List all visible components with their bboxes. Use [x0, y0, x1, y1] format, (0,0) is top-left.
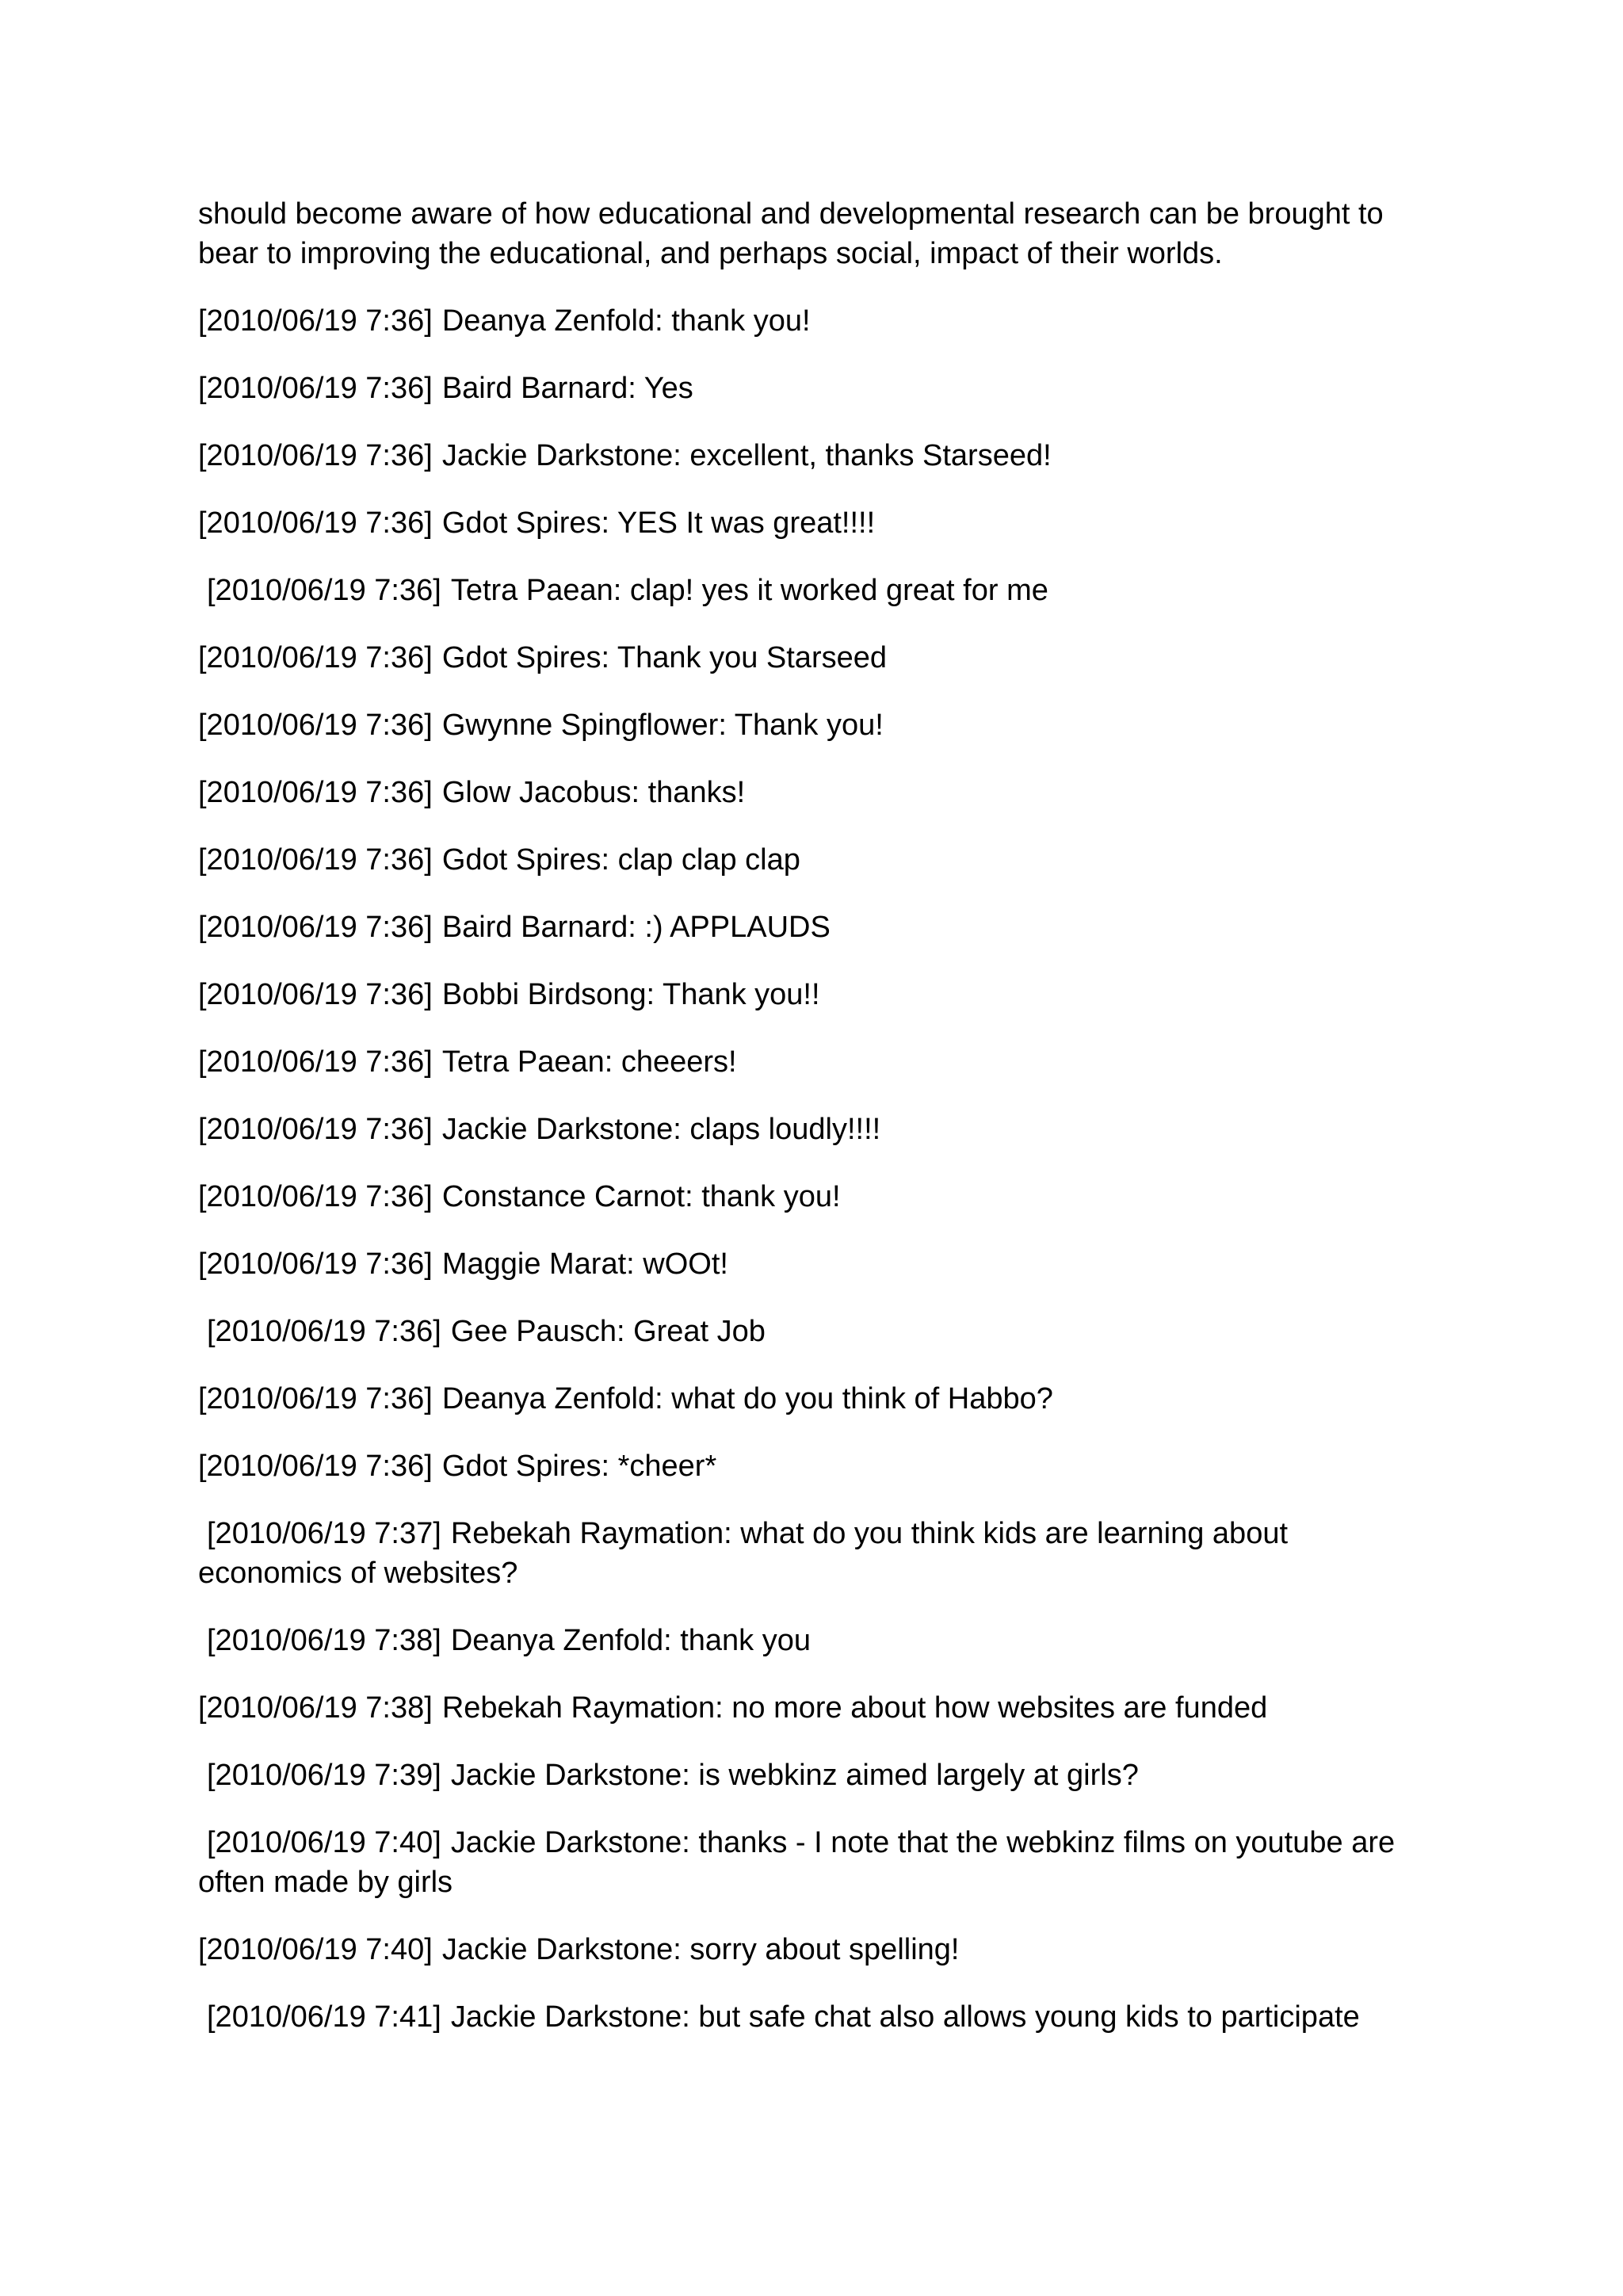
chat-log-entry — [198, 1042, 1434, 1082]
chat-log-entry — [198, 369, 1434, 408]
entry-message: Gwynne Spingflower: Thank you! — [441, 709, 884, 742]
entry-timestamp: [2010/06/19 7:36] — [198, 1113, 433, 1146]
entry-timestamp: [2010/06/19 7:36] — [198, 439, 433, 472]
entry-timestamp: [2010/06/19 7:36] — [198, 506, 433, 540]
intro-paragraph — [198, 194, 1434, 273]
entry-timestamp: [2010/06/19 7:39] — [207, 1759, 441, 1792]
entry-timestamp: [2010/06/19 7:36] — [198, 978, 433, 1011]
entry-message: Tetra Paean: cheeers! — [441, 1045, 737, 1079]
entry-message: Rebekah Raymation: what do you think kids are learning about — [450, 1517, 1289, 1550]
entry-message: Bobbi Birdsong: Thank you!! — [441, 978, 820, 1011]
entry-timestamp: [2010/06/19 7:37] — [207, 1517, 441, 1550]
entry-timestamp: [2010/06/19 7:36] — [198, 709, 433, 742]
entry-message: Gdot Spires: *cheer* — [441, 1450, 717, 1483]
chat-log-entry — [198, 301, 1434, 341]
entry-timestamp: [2010/06/19 7:36] — [198, 1045, 433, 1079]
entry-message: Gee Pausch: Great Job — [450, 1315, 766, 1348]
chat-log-entry — [198, 1688, 1434, 1728]
entry-timestamp: [2010/06/19 7:36] — [207, 574, 441, 607]
entry-message-continuation: often made by girls — [198, 1866, 453, 1899]
entry-timestamp: [2010/06/19 7:36] — [198, 1382, 433, 1415]
entry-message-continuation: economics of websites? — [198, 1557, 518, 1590]
entry-message: Rebekah Raymation: no more about how websites are funded — [441, 1691, 1268, 1725]
chat-log-entry — [198, 1110, 1434, 1149]
entry-timestamp: [2010/06/19 7:38] — [198, 1691, 433, 1725]
entry-message: Gdot Spires: Thank you Starseed — [441, 641, 887, 674]
entry-message: Deanya Zenfold: what do you think of Habbo? — [441, 1382, 1053, 1415]
chat-log-entry — [198, 773, 1434, 812]
entry-message: Gdot Spires: YES It was great!!!! — [441, 506, 876, 540]
entry-timestamp: [2010/06/19 7:40] — [198, 1933, 433, 1966]
intro-line: should become aware of how educational and developmental research can be brought to — [198, 197, 1384, 231]
entry-message: Gdot Spires: clap clap clap — [441, 843, 800, 877]
chat-log-entry — [198, 571, 1434, 610]
entry-timestamp: [2010/06/19 7:36] — [207, 1315, 441, 1348]
entry-timestamp: [2010/06/19 7:36] — [198, 776, 433, 809]
chat-log-entry — [198, 1379, 1434, 1419]
entry-timestamp: [2010/06/19 7:38] — [207, 1624, 441, 1657]
chat-log-entry — [198, 1997, 1434, 2037]
chat-log-entry — [198, 1177, 1434, 1217]
chat-log-entry — [198, 436, 1434, 476]
chat-log-entry — [198, 975, 1434, 1014]
chat-log-entry — [198, 1446, 1434, 1486]
chat-log-entry — [198, 1823, 1434, 1902]
chat-log-entry — [198, 1930, 1434, 1969]
chat-log-entry — [198, 840, 1434, 880]
chat-log-entry — [198, 1621, 1434, 1660]
entry-message: Tetra Paean: clap! yes it worked great for me — [450, 574, 1048, 607]
entry-timestamp: [2010/06/19 7:36] — [198, 372, 433, 405]
entry-timestamp: [2010/06/19 7:36] — [198, 641, 433, 674]
entry-message: Jackie Darkstone: is webkinz aimed largely at girls? — [450, 1759, 1139, 1792]
chat-log-entry — [198, 1755, 1434, 1795]
entry-timestamp: [2010/06/19 7:41] — [207, 2000, 441, 2034]
entry-timestamp: [2010/06/19 7:36] — [198, 843, 433, 877]
entry-timestamp: [2010/06/19 7:36] — [198, 1180, 433, 1213]
entry-message: Baird Barnard: :) APPLAUDS — [441, 911, 831, 944]
chat-log-entry — [198, 1514, 1434, 1593]
entry-timestamp: [2010/06/19 7:36] — [198, 1247, 433, 1281]
chat-log-entry — [198, 907, 1434, 947]
chat-log-entry — [198, 1312, 1434, 1351]
document-body — [198, 194, 1434, 2065]
chat-log — [198, 301, 1434, 2037]
entry-message: Maggie Marat: wOOt! — [441, 1247, 728, 1281]
entry-timestamp: [2010/06/19 7:36] — [198, 1450, 433, 1483]
entry-timestamp: [2010/06/19 7:36] — [198, 304, 433, 338]
chat-log-entry — [198, 1244, 1434, 1284]
entry-message: Jackie Darkstone: but safe chat also allows young kids to participate — [450, 2000, 1360, 2034]
chat-log-entry — [198, 503, 1434, 543]
entry-message: Jackie Darkstone: excellent, thanks Starseed! — [441, 439, 1052, 472]
entry-message: Glow Jacobus: thanks! — [441, 776, 746, 809]
intro-line: bear to improving the educational, and perhaps social, impact of their worlds. — [198, 237, 1223, 270]
entry-message: Deanya Zenfold: thank you! — [441, 304, 811, 338]
entry-timestamp: [2010/06/19 7:36] — [198, 911, 433, 944]
entry-message: Jackie Darkstone: thanks - I note that the webkinz films on youtube are — [450, 1826, 1396, 1859]
entry-message: Jackie Darkstone: sorry about spelling! — [441, 1933, 960, 1966]
chat-log-entry — [198, 638, 1434, 678]
entry-message: Baird Barnard: Yes — [441, 372, 693, 405]
entry-message: Deanya Zenfold: thank you — [450, 1624, 812, 1657]
entry-timestamp: [2010/06/19 7:40] — [207, 1826, 441, 1859]
chat-log-entry — [198, 705, 1434, 745]
entry-message: Constance Carnot: thank you! — [441, 1180, 841, 1213]
entry-message: Jackie Darkstone: claps loudly!!!! — [441, 1113, 881, 1146]
